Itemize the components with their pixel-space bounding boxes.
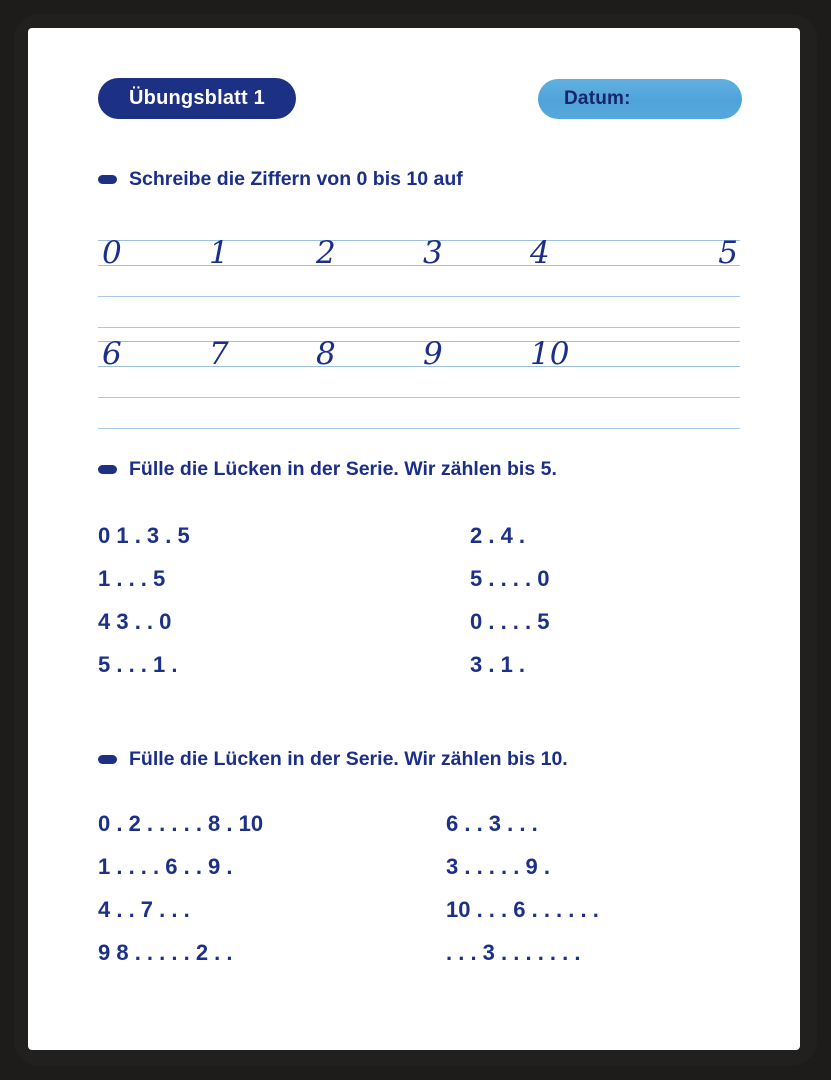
digit-cell: 9 <box>423 336 443 372</box>
series-row[interactable]: 10 . . . 6 . . . . . . <box>446 897 599 922</box>
series-row[interactable]: 9 8 . . . . . 2 . . <box>98 940 233 965</box>
series-row[interactable]: 3 . 1 . <box>470 652 526 677</box>
section-heading-series-to-5 <box>98 458 557 481</box>
series-row[interactable]: 0 . 2 . . . . . 8 . 10 <box>98 811 264 836</box>
series-row[interactable]: 1 . . . . 6 . . 9 . <box>98 854 233 879</box>
digit-row <box>98 336 740 372</box>
series-row[interactable]: 5 . . . . 0 <box>470 566 550 591</box>
series-row[interactable]: 5 . . . 1 . <box>98 652 178 677</box>
handwriting-ruled-area <box>98 208 740 428</box>
digit-cell: 4 <box>530 235 550 271</box>
series-row[interactable]: . . . 3 . . . . . . . <box>446 940 581 965</box>
section-heading-write-digits <box>98 168 463 191</box>
section-heading-label: Fülle die Lücken in der Serie. Wir zählen bis 5. <box>129 458 557 480</box>
rule-line <box>98 397 740 398</box>
worksheet-title-badge: Übungsblatt 1 <box>98 78 296 119</box>
series-row[interactable]: 0 . . . . 5 <box>470 609 550 634</box>
digit-cell: 3 <box>423 235 443 271</box>
series-row[interactable]: 0 1 . 3 . 5 <box>98 523 190 548</box>
section-heading-label: Schreibe die Ziffern von 0 bis 10 auf <box>129 168 463 190</box>
digit-cell: 2 <box>316 235 336 271</box>
date-field-badge[interactable]: Datum: <box>538 79 742 119</box>
series-row[interactable]: 2 . 4 . <box>470 523 526 548</box>
series-row[interactable]: 6 . . 3 . . . <box>446 811 538 836</box>
rule-line <box>98 428 740 429</box>
rule-line <box>98 327 740 328</box>
digit-cell: 0 <box>102 235 122 271</box>
digit-row <box>98 235 740 271</box>
bullet-icon <box>98 465 117 474</box>
digit-cell: 1 <box>209 235 229 271</box>
rule-line <box>98 296 740 297</box>
series-row[interactable]: 1 . . . 5 <box>98 566 166 591</box>
bullet-icon <box>98 175 117 184</box>
digit-cell: 8 <box>316 336 336 372</box>
bullet-icon <box>98 755 117 764</box>
digit-cell: 6 <box>102 336 122 372</box>
section-heading-series-to-10 <box>98 748 568 771</box>
digit-cell: 10 <box>530 336 570 372</box>
digit-cell <box>633 339 740 370</box>
worksheet-page <box>28 28 800 1050</box>
series-row[interactable]: 3 . . . . . 9 . <box>446 854 550 879</box>
digit-cell: 7 <box>209 336 229 372</box>
section-heading-label: Fülle die Lücken in der Serie. Wir zählen bis 10. <box>129 748 568 770</box>
series-row[interactable]: 4 3 . . 0 <box>98 609 172 634</box>
series-row[interactable]: 4 . . 7 . . . <box>98 897 190 922</box>
digit-cell: 5 <box>718 235 738 271</box>
